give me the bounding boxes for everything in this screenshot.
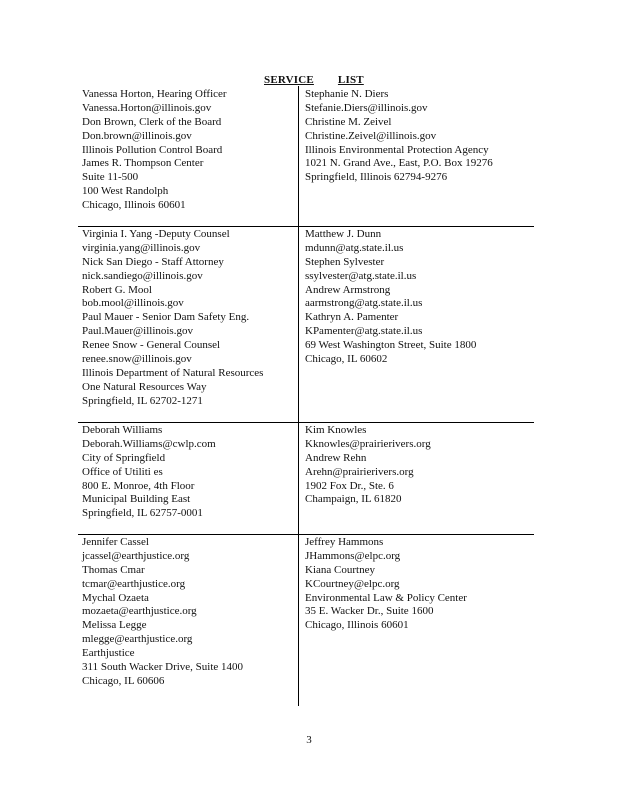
- contact-line: Andrew Rehn: [305, 451, 367, 464]
- contact-line: Vanessa Horton, Hearing Officer: [82, 88, 227, 100]
- contact-block-idnr: [82, 228, 263, 409]
- contact-line: Suite 11-500: [82, 171, 139, 184]
- contact-line: Kknowles@prairierivers.org: [305, 437, 431, 450]
- row-divider-1: [78, 226, 534, 227]
- contact-line: Andrew Armstrong: [305, 283, 391, 296]
- contact-line: Springfield, IL 62757-0001: [82, 507, 203, 520]
- contact-line: Illinois Department of Natural Resources: [82, 366, 264, 379]
- contact-line: One Natural Resources Way: [82, 380, 207, 393]
- contact-line: Mychal Ozaeta: [82, 591, 149, 604]
- contact-line: 100 West Randolph: [82, 185, 169, 198]
- contact-line: 35 E. Wacker Dr., Suite 1600: [305, 605, 434, 618]
- row-divider-2: [78, 422, 534, 423]
- contact-line: jcassel@earthjustice.org: [82, 549, 190, 562]
- contact-line: virginia.yang@illinois.gov: [82, 241, 201, 254]
- contact-line: Christine M. Zeivel: [305, 115, 392, 128]
- contact-line: renee.snow@illinois.gov: [82, 353, 192, 366]
- contact-line: mdunn@atg.state.il.us: [305, 241, 404, 254]
- contact-line: Earthjustice: [82, 647, 135, 660]
- contact-line: bob.mool@illinois.gov: [82, 297, 184, 310]
- contact-line: 800 E. Monroe, 4th Floor: [82, 479, 195, 492]
- contact-line: Christine.Zeivel@illinois.gov: [305, 129, 437, 142]
- contact-line: Chicago, Illinois 60601: [82, 199, 186, 212]
- contact-line: aarmstrong@atg.state.il.us: [305, 297, 423, 310]
- contact-line: Chicago, Illinois 60601: [305, 619, 409, 632]
- page-number: 3: [306, 734, 312, 746]
- contact-line: Chicago, IL 60606: [82, 674, 165, 687]
- contact-block-prairie-rivers: [305, 424, 431, 507]
- contact-line: Robert G. Mool: [82, 283, 152, 296]
- contact-line: Melissa Legge: [82, 619, 147, 632]
- column-divider: [298, 86, 299, 706]
- contact-line: Stephanie N. Diers: [305, 88, 389, 100]
- contact-line: ssylvester@atg.state.il.us: [305, 269, 417, 282]
- contact-line: Illinois Environmental Protection Agency: [305, 143, 489, 156]
- contact-line: Champaign, IL 61820: [305, 493, 402, 506]
- contact-line: Don Brown, Clerk of the Board: [82, 115, 222, 128]
- contact-line: Environmental Law & Policy Center: [305, 591, 467, 604]
- contact-line: Vanessa.Horton@illinois.gov: [82, 101, 212, 114]
- contact-line: Chicago, IL 60602: [305, 353, 388, 366]
- contact-line: 1902 Fox Dr., Ste. 6: [305, 479, 394, 492]
- contact-line: mlegge@earthjustice.org: [82, 633, 193, 646]
- contact-line: Springfield, IL 62702-1271: [82, 394, 203, 407]
- heading-word-service: SERVICE: [264, 74, 314, 86]
- contact-block-attorney-general: [305, 228, 476, 367]
- contact-line: 69 West Washington Street, Suite 1800: [305, 339, 477, 352]
- contact-line: Arehn@prairierivers.org: [305, 465, 414, 478]
- contact-line: City of Springfield: [82, 451, 166, 464]
- contact-line: Deborah.Williams@cwlp.com: [82, 437, 216, 450]
- contact-line: Kim Knowles: [305, 424, 367, 436]
- contact-line: Stephen Sylvester: [305, 255, 385, 268]
- contact-block-cwlp: [82, 424, 216, 521]
- contact-line: Stefanie.Diers@illinois.gov: [305, 101, 428, 114]
- contact-line: Paul Mauer - Senior Dam Safety Eng.: [82, 311, 250, 324]
- contact-line: Municipal Building East: [82, 493, 191, 506]
- contact-block-earthjustice: [82, 536, 243, 689]
- contact-line: mozaeta@earthjustice.org: [82, 605, 197, 618]
- contact-line: nick.sandiego@illinois.gov: [82, 269, 203, 282]
- heading-word-list: LIST: [337, 74, 364, 86]
- contact-line: Thomas Cmar: [82, 563, 145, 576]
- contact-line: James R. Thompson Center: [82, 157, 204, 170]
- contact-block-ipcb: [82, 88, 227, 213]
- contact-line: Virginia I. Yang -Deputy Counsel: [82, 228, 230, 240]
- contact-line: tcmar@earthjustice.org: [82, 577, 186, 590]
- contact-line: Jennifer Cassel: [82, 536, 149, 548]
- contact-line: Don.brown@illinois.gov: [82, 129, 192, 142]
- contact-line: Paul.Mauer@illinois.gov: [82, 325, 193, 338]
- contact-line: KPamenter@atg.state.il.us: [305, 325, 423, 338]
- contact-line: Kathryn A. Pamenter: [305, 311, 399, 324]
- contact-line: Renee Snow - General Counsel: [82, 339, 221, 352]
- contact-line: Springfield, Illinois 62794-9276: [305, 171, 448, 184]
- contact-block-iepa: [305, 88, 493, 185]
- contact-block-elpc: [305, 536, 467, 633]
- contact-line: Jeffrey Hammons: [305, 536, 384, 548]
- service-list-heading: [264, 74, 364, 86]
- contact-line: Office of Utiliti es: [82, 465, 163, 478]
- contact-line: Nick San Diego - Staff Attorney: [82, 255, 224, 268]
- contact-line: 311 South Wacker Drive, Suite 1400: [82, 661, 244, 674]
- contact-line: Illinois Pollution Control Board: [82, 143, 223, 156]
- contact-line: Kiana Courtney: [305, 563, 375, 576]
- row-divider-3: [78, 534, 534, 535]
- contact-line: KCourtney@elpc.org: [305, 577, 400, 590]
- contact-line: Matthew J. Dunn: [305, 228, 382, 240]
- contact-line: 1021 N. Grand Ave., East, P.O. Box 19276: [305, 157, 493, 170]
- contact-line: Deborah Williams: [82, 424, 163, 436]
- contact-line: JHammons@elpc.org: [305, 549, 401, 562]
